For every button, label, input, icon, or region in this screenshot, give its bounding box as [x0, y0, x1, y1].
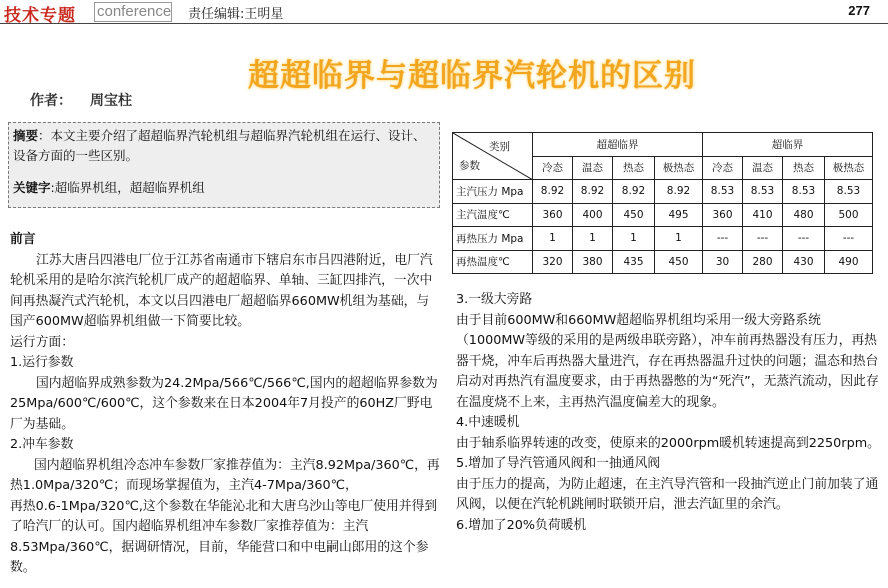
table-cell: 480	[783, 203, 825, 227]
run-label: 运行方面：	[10, 334, 74, 350]
page-number: 277	[848, 3, 870, 18]
table-cell: 1	[533, 227, 573, 251]
column-header: 热态	[783, 156, 825, 180]
editor-credit: 责任编辑:王明星	[188, 7, 284, 22]
keywords	[13, 178, 435, 198]
table-cell: 320	[533, 250, 573, 274]
group-header-sc: 超临界	[703, 133, 873, 157]
table-cell: 8.53	[783, 180, 825, 204]
abstract-text: ：本文主要介绍了超超临界汽轮机组与超临界汽轮机组在运行、设计、设备方面的一些区别。	[13, 128, 426, 163]
conference-label: conference	[94, 2, 172, 22]
keywords-label: 关键字	[13, 180, 51, 195]
table-header-row	[453, 133, 873, 157]
abstract-label: 摘要	[13, 128, 39, 143]
table-cell: 450	[655, 250, 703, 274]
table-cell: 8.92	[533, 180, 573, 204]
row-label: 再热压力 Mpa	[453, 227, 533, 251]
section-4-text: 由于轴系临界转速的改变，使原来的2000rpm暖机转速提高到2250rpm。	[456, 435, 880, 451]
section-5-heading: 5.增加了导汽管通风阀和一抽通风阀	[456, 456, 661, 471]
section-2-text-b: 再热0.6-1Mpa/320℃,这个参数在华能沁北和大唐乌沙山等电厂使用并得到了哈汽厂的认可。国内超临界机组冲车参数厂家推荐值为：主汽8.53Mpa/360℃，据调研情况，目前，华能营口和中电嗣山郎用的这个参数。	[10, 498, 438, 575]
table-cell: 430	[783, 250, 825, 274]
table-cell: 30	[703, 250, 743, 274]
table-corner-cell	[453, 133, 533, 180]
parameter-table-wrapper	[452, 132, 873, 274]
table-row	[453, 250, 873, 274]
column-header: 极热态	[825, 156, 873, 180]
table-cell: 8.53	[703, 180, 743, 204]
column-header: 温态	[743, 156, 783, 180]
left-column	[10, 230, 440, 579]
section-label: 技术专题	[4, 6, 76, 26]
page-header	[0, 0, 888, 24]
table-cell: ---	[825, 227, 873, 251]
table-row	[453, 227, 873, 251]
column-header: 极热态	[655, 156, 703, 180]
author-name: 周宝柱	[90, 93, 132, 109]
table-cell: ---	[703, 227, 743, 251]
table-cell: 500	[825, 203, 873, 227]
table-cell: 1	[573, 227, 613, 251]
table-cell: 410	[743, 203, 783, 227]
parameter-table	[452, 132, 873, 274]
column-header: 冷态	[703, 156, 743, 180]
author-line	[30, 90, 132, 110]
row-label: 主汽温度℃	[453, 203, 533, 227]
table-cell: 435	[613, 250, 655, 274]
table-cell: 495	[655, 203, 703, 227]
table-cell: 8.92	[613, 180, 655, 204]
section-6-heading: 6.增加了20%负荷暖机	[456, 517, 587, 533]
section-3-heading: 3.一级大旁路	[456, 292, 533, 307]
keywords-text: :超临界机组，超超临界机组	[50, 180, 205, 195]
author-label: 作者：	[30, 93, 72, 109]
section-1-heading: 1.运行参数	[10, 355, 74, 370]
table-cell: 8.53	[743, 180, 783, 204]
abstract-box	[8, 122, 440, 208]
table-cell: 8.92	[573, 180, 613, 204]
table-cell: 360	[533, 203, 573, 227]
table-cell: 490	[825, 250, 873, 274]
table-cell: 8.53	[825, 180, 873, 204]
section-4-heading: 4.中速暖机	[456, 415, 520, 430]
table-row	[453, 203, 873, 227]
table-cell: ---	[743, 227, 783, 251]
section-5-text: 由于压力的提高，为防止超速，在主汽导汽管和一段抽汽逆止门前加装了通风阀，以便在汽轮机跳闸时联锁开启，泄去汽缸里的余汽。	[456, 476, 879, 512]
table-cell: 450	[613, 203, 655, 227]
table-cell: 380	[573, 250, 613, 274]
abstract	[13, 126, 435, 166]
table-cell: 280	[743, 250, 783, 274]
table-cell: 1	[655, 227, 703, 251]
corner-bottom-label: 参数	[459, 160, 480, 172]
right-column	[456, 290, 884, 536]
preface-heading: 前言	[10, 232, 36, 247]
section-2-heading: 2.冲车参数	[10, 437, 74, 452]
row-label: 主汽压力 Mpa	[453, 180, 533, 204]
table-row	[453, 180, 873, 204]
section-3-text: 由于目前600MW和660MW超超临界机组均采用一级大旁路系统（1000MW等级的采用的是两级串联旁路），冲车前再热器没有压力，再热器干烧，冲车后再热器大量进汽，存在再热器温升过快的问题；温态和热台启动对再热汽有温度要求，由于再热器憋的为“死汽”，无蒸汽流动，因此存在温度烧不上来，主再热汽温度偏差大的现象。	[456, 312, 879, 410]
group-header-usc: 超超临界	[533, 133, 703, 157]
table-cell: 8.92	[655, 180, 703, 204]
column-header: 冷态	[533, 156, 573, 180]
table-cell: 400	[573, 203, 613, 227]
table-cell: 1	[613, 227, 655, 251]
section-2-text-a: 国内超临界机组冷态冲车参数厂家推荐值为：主汽8.92Mpa/360℃，再热1.0Mpa/320℃；而现场掌握值为，主汽4-7Mpa/360℃，	[10, 457, 440, 493]
table-cell: ---	[783, 227, 825, 251]
section-1-text: 国内超临界成熟参数为24.2Mpa/566℃/566℃,国内的超超临界参数为25Mpa/600℃/600℃，这个参数来在日本2004年7月投产的60HZ厂野电厂为基础。	[10, 375, 438, 432]
article-title: 超超临界与超临界汽轮机的区别	[248, 58, 696, 94]
column-header: 热态	[613, 156, 655, 180]
table-cell: 360	[703, 203, 743, 227]
row-label: 再热温度℃	[453, 250, 533, 274]
column-header: 温态	[573, 156, 613, 180]
corner-top-label: 类别	[489, 141, 510, 153]
preface-paragraph: 江苏大唐吕四港电厂位于江苏省南通市下辖启东市吕四港附近，电厂汽轮机采用的是哈尔滨汽轮机厂成产的超超临界、单轴、三缸四排汽，一次中间再热凝汽式汽轮机，本文以吕四港电厂超超临界660MW机组为基础，与国产600MW超临界机组做一下简要比较。	[10, 252, 433, 329]
